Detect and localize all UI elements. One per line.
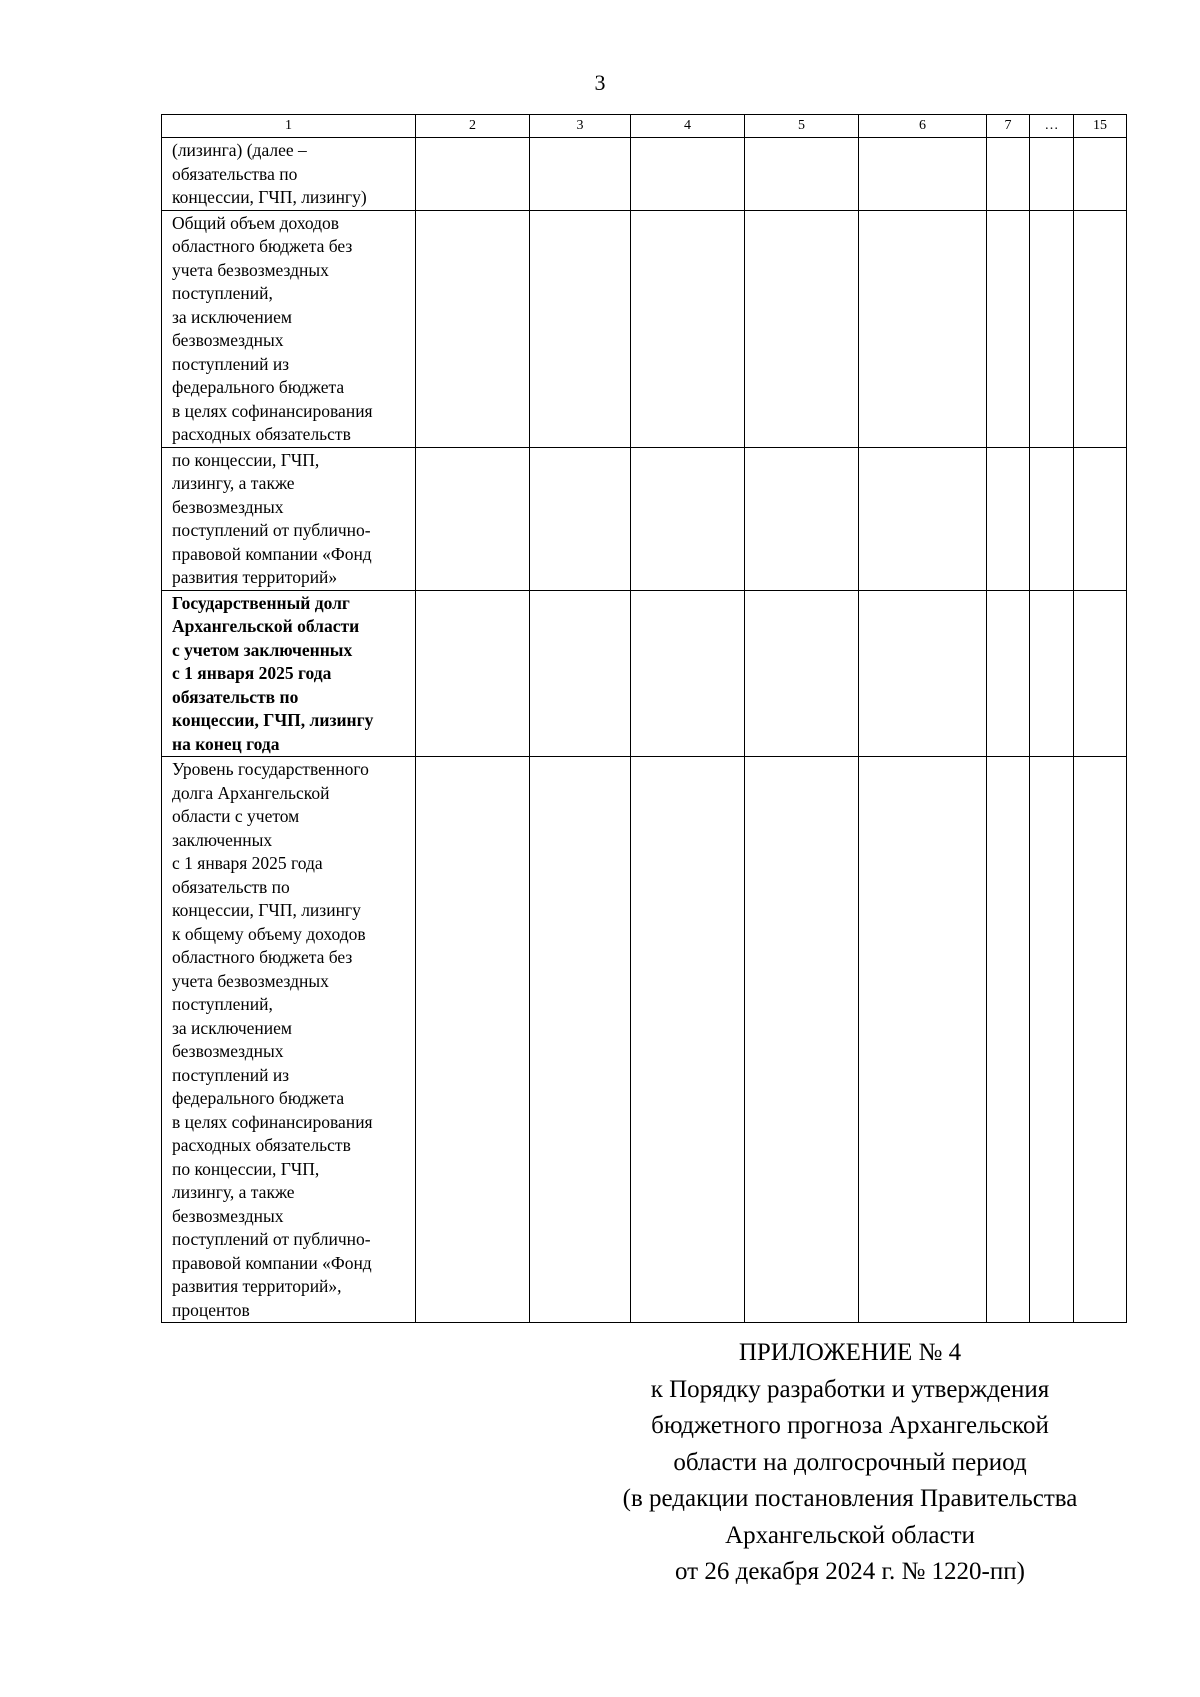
table-row (162, 757, 1127, 1323)
empty-cell (416, 757, 530, 1323)
empty-cell (987, 757, 1030, 1323)
empty-cell (745, 447, 859, 590)
row-label-line: лизингу, а также (172, 473, 295, 493)
table-header-row (162, 115, 1127, 138)
empty-cell (1030, 757, 1074, 1323)
row-label-line: с 1 января 2025 года (172, 853, 323, 873)
row-label-line: долга Архангельской (172, 782, 330, 803)
row-label-cell (162, 590, 416, 757)
row-label-line: безвозмездных (172, 1041, 284, 1061)
row-label-line: поступлений из (172, 353, 290, 374)
empty-cell (1074, 757, 1127, 1323)
row-label-line: расходных обязательств (172, 1135, 351, 1155)
empty-cell (631, 210, 745, 447)
row-label-line: безвозмездных (172, 1205, 284, 1226)
row-label-line: учета безвозмездных (172, 259, 329, 280)
row-label-line: федерального бюджета (172, 1088, 345, 1108)
empty-cell (859, 210, 987, 447)
row-label-line: поступлений от публично- (172, 520, 371, 540)
row-label-line: за исключением (172, 1017, 292, 1038)
empty-cell (416, 590, 530, 757)
page-number: 3 (594, 70, 606, 95)
column-header: 3 (530, 115, 631, 138)
empty-cell (530, 138, 631, 211)
empty-cell (1030, 447, 1074, 590)
empty-cell (745, 138, 859, 211)
table-row (162, 590, 1127, 757)
row-label-line: Архангельской области (172, 616, 360, 636)
empty-cell (1030, 210, 1074, 447)
row-label-line: за исключением (172, 306, 292, 327)
row-label-line: по концессии, ГЧП, (172, 1158, 320, 1179)
row-label-line: областного бюджета без (172, 236, 353, 256)
row-label-line: Уровень государственного (172, 759, 369, 779)
column-header: 4 (631, 115, 745, 138)
row-label-line: расходных обязательств (172, 424, 351, 444)
forecast-table (161, 114, 1127, 1323)
empty-cell (745, 590, 859, 757)
row-label-line: лизингу, а также (172, 1182, 295, 1202)
row-label-line: Общий объем доходов (172, 212, 340, 233)
row-label-line: поступлений, (172, 283, 273, 303)
row-label-line: по концессии, ГЧП, (172, 449, 320, 470)
table-row (162, 210, 1127, 447)
row-label-line: развития территорий» (172, 567, 338, 587)
row-label-line: (лизинга) (далее – (172, 140, 307, 160)
empty-cell (631, 757, 745, 1323)
row-label-line: федерального бюджета (172, 377, 345, 397)
empty-cell (530, 590, 631, 757)
row-label-line: к общему объему доходов (172, 923, 366, 944)
row-label-line: в целях софинансирования (172, 400, 373, 421)
empty-cell (530, 210, 631, 447)
row-label-line: области с учетом (172, 806, 300, 826)
empty-cell (745, 757, 859, 1323)
row-label-cell (162, 757, 416, 1323)
row-label-line: с 1 января 2025 года (172, 663, 332, 683)
empty-cell (859, 590, 987, 757)
row-label-line: безвозмездных (172, 496, 284, 517)
row-label-cell (162, 447, 416, 590)
appendix-line: к Порядку разработки и утверждения (650, 1375, 1050, 1403)
row-label-line: Государственный долг (172, 592, 350, 613)
row-label-line: поступлений, (172, 994, 273, 1014)
table-row (162, 138, 1127, 211)
empty-cell (416, 447, 530, 590)
row-label-line: концессии, ГЧП, лизингу (172, 900, 361, 920)
empty-cell (1074, 210, 1127, 447)
empty-cell (987, 590, 1030, 757)
empty-cell (416, 210, 530, 447)
empty-cell (1074, 590, 1127, 757)
empty-cell (631, 447, 745, 590)
empty-cell (416, 138, 530, 211)
appendix-line: области на долгосрочный период (673, 1448, 1027, 1476)
empty-cell (987, 138, 1030, 211)
column-header: 6 (859, 115, 987, 138)
row-label-line: безвозмездных (172, 330, 284, 350)
empty-cell (530, 757, 631, 1323)
column-header: 7 (987, 115, 1030, 138)
empty-cell (1030, 590, 1074, 757)
empty-cell (530, 447, 631, 590)
row-label-line: с учетом заключенных (172, 639, 353, 660)
row-label-cell (162, 138, 416, 211)
appendix-line: бюджетного прогноза Архангельской (651, 1412, 1049, 1439)
row-label-line: в целях софинансирования (172, 1111, 373, 1132)
row-label-line: областного бюджета без (172, 947, 353, 967)
row-label-line: обязательства по (172, 163, 298, 184)
row-label-line: заключенных (172, 829, 273, 850)
row-label-line: обязательств по (172, 686, 299, 707)
column-header: 15 (1074, 115, 1127, 138)
row-label-line: обязательств по (172, 876, 290, 897)
empty-cell (859, 757, 987, 1323)
row-label-cell (162, 210, 416, 447)
empty-cell (987, 447, 1030, 590)
column-header: 5 (745, 115, 859, 138)
empty-cell (1074, 447, 1127, 590)
column-header: 2 (416, 115, 530, 138)
empty-cell (859, 447, 987, 590)
row-label-line: развития территорий», (172, 1276, 342, 1296)
empty-cell (631, 138, 745, 211)
appendix-line: ПРИЛОЖЕНИЕ № 4 (738, 1339, 962, 1366)
appendix-line: Архангельской области (725, 1521, 975, 1549)
appendix-line: (в редакции постановления Правительства (622, 1485, 1078, 1512)
row-label-line: поступлений от публично- (172, 1229, 371, 1249)
table-row (162, 447, 1127, 590)
row-label-line: поступлений из (172, 1064, 290, 1085)
appendix-line: от 26 декабря 2024 г. № 1220-пп) (675, 1558, 1025, 1585)
row-label-line: процентов (172, 1299, 250, 1320)
empty-cell (631, 590, 745, 757)
row-label-line: учета безвозмездных (172, 970, 329, 991)
empty-cell (745, 210, 859, 447)
column-header: 1 (162, 115, 416, 138)
empty-cell (1030, 138, 1074, 211)
row-label-line: правовой компании «Фонд (172, 1252, 372, 1273)
column-header: … (1030, 115, 1074, 138)
empty-cell (987, 210, 1030, 447)
empty-cell (1074, 138, 1127, 211)
row-label-line: концессии, ГЧП, лизингу (172, 710, 374, 730)
empty-cell (859, 138, 987, 211)
row-label-line: концессии, ГЧП, лизингу) (172, 187, 367, 207)
row-label-line: правовой компании «Фонд (172, 543, 372, 564)
row-label-line: на конец года (172, 733, 280, 754)
appendix-caption (560, 1335, 1140, 1591)
